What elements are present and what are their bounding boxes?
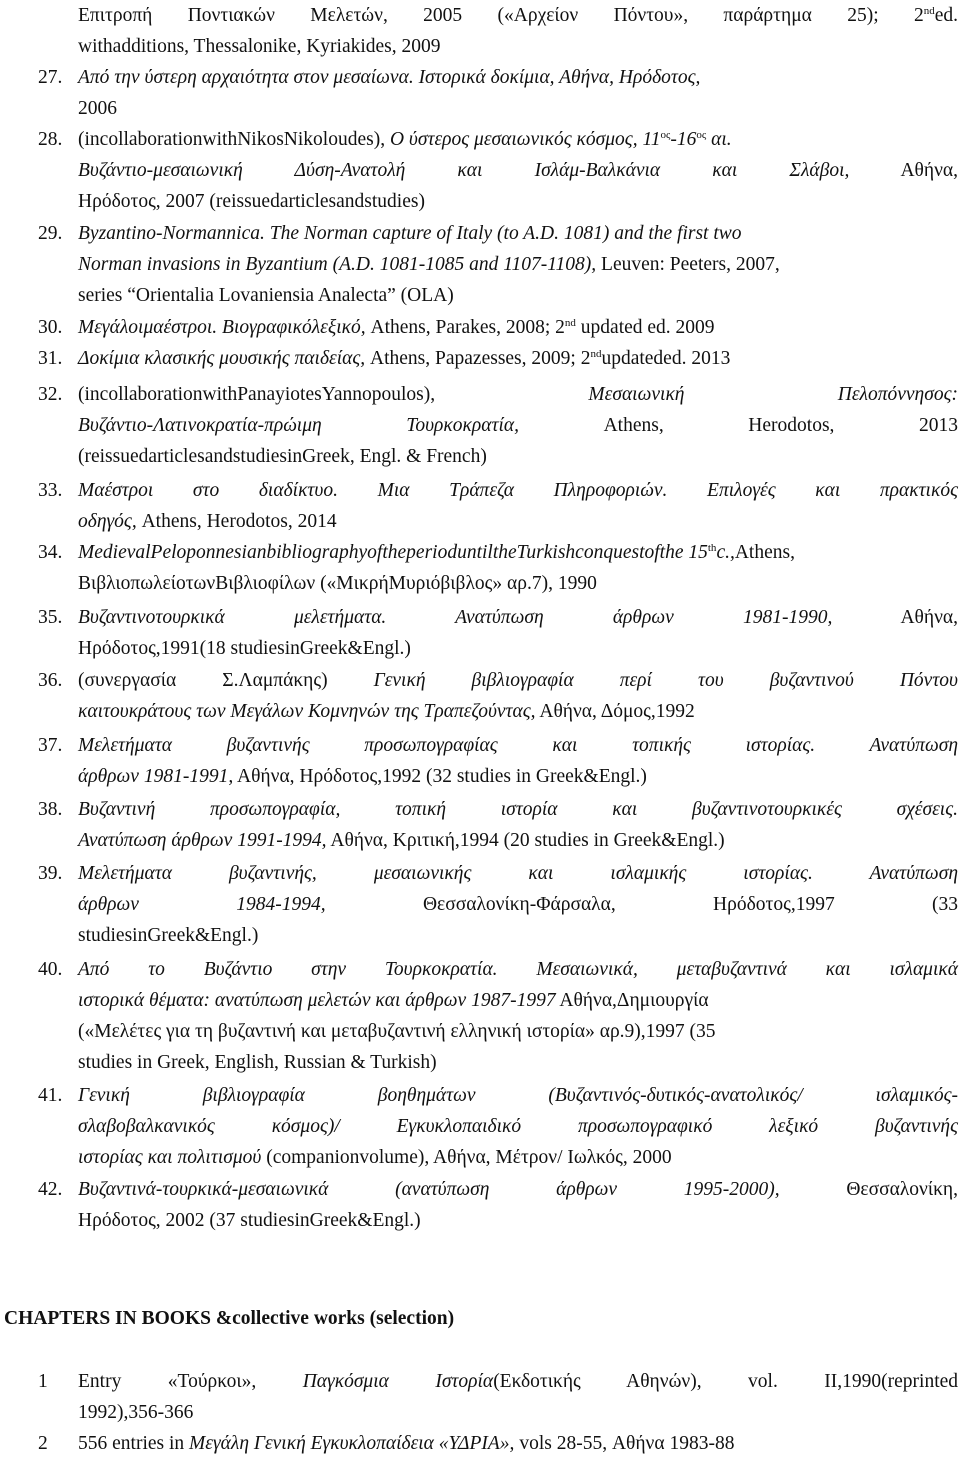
entry-number: 33. bbox=[38, 480, 63, 501]
entry-number: 31. bbox=[38, 348, 63, 369]
chapter-entry-1: 1 Entry «Τούρκοι», Παγκόσμια Ιστορία(Εκδοτικής Αθηνών), vol. II,1990(reprinted 1992),356-366 bbox=[38, 1366, 958, 1428]
bibliography-entry-38: 38. Βυζαντινή προσωπογραφία, τοπική ιστορία και βυζαντινοτουρκικές σχέσεις. Ανατύπωση άρθρων 1991-1994, Αθήνα, Κριτική,1994 (20 studies in Greek&Engl.) bbox=[38, 794, 958, 856]
entry-number: 29. bbox=[38, 223, 63, 244]
entry-number: 36. bbox=[38, 670, 63, 691]
bibliography-entry-30: 30. Μεγάλοιμαέστροι. Βιογραφικόλεξικό, Athens, Parakes, 2008; 2nd updated ed. 2009 bbox=[38, 312, 958, 343]
entry-number: 32. bbox=[38, 384, 63, 405]
entry-number: 1 bbox=[38, 1371, 48, 1392]
section-heading: CHAPTERS IN BOOKS &collective works (selection) bbox=[4, 1308, 455, 1329]
bibliography-entry-41: 41. Γενική βιβλιογραφία βοηθημάτων (Βυζαντινός-δυτικός-ανατολικός/ ισλαμικός- σλαβοβαλκανικός κόσμος)/ Εγκυκλοπαιδικό προσωπογραφικό λεξικό βυζαντινής ιστορίας και πολιτισμού (companionvolume), Αθήνα, Μέτρον/ Ιωλκός, 2000 bbox=[38, 1080, 958, 1173]
bibliography-entry-35: 35. Βυζαντινοτουρκικά μελετήματα. Ανατύπωση άρθρων 1981-1990, Αθήνα, Ηρόδοτος,1991(18 studiesinGreek&Engl.) bbox=[38, 602, 958, 664]
entry-number: 30. bbox=[38, 317, 63, 338]
bibliography-entry-32: 32. (incollaborationwithPanayiotesYannopoulos), Μεσαιωνική Πελοπόννησος: Βυζάντιο-Λατινοκρατία-πρώιμη Τουρκοκρατία, Athens, Herodotos, 2013 (reissuedarticlesandstudiesinGreek, Engl. & French) bbox=[38, 379, 958, 472]
entry-number: 41. bbox=[38, 1085, 63, 1106]
bibliography-entry-33: 33. Μαέστροι στο διαδίκτυο. Μια Τράπεζα Πληροφοριών. Επιλογές και πρακτικός οδηγός, Athens, Herodotos, 2014 bbox=[38, 475, 958, 537]
bibliography-entry-31: 31. Δοκίμια κλασικής μουσικής παιδείας, Athens, Papazesses, 2009; 2ndupdateded. 2013 bbox=[38, 343, 958, 374]
entry-number: 37. bbox=[38, 735, 63, 756]
entry-number: 39. bbox=[38, 863, 63, 884]
entry-number: 27. bbox=[38, 67, 63, 88]
bibliography-entry-36: 36. (συνεργασία Σ.Λαμπάκης) Γενική βιβλιογραφία περί του βυζαντινού Πόντου καιτουκράτους των Μεγάλων Κομνηνών της Τραπεζούντας, Αθήνα, Δόμος,1992 bbox=[38, 665, 958, 727]
bibliography-entry-39: 39. Μελετήματα βυζαντινής, μεσαιωνικής και ισλαμικής ιστορίας. Ανατύπωση άρθρων 1984-1994, Θεσσαλονίκη-Φάρσαλα, Ηρόδοτος,1997 (33 studiesinGreek&Engl.) bbox=[38, 858, 958, 951]
entry-number: 38. bbox=[38, 799, 63, 820]
entry-number: 35. bbox=[38, 607, 63, 628]
bibliography-entry-27: 27. Από την ύστερη αρχαιότητα στον μεσαίωνα. Ιστορικά δοκίμια, Αθήνα, Ηρόδοτος, 2006 bbox=[38, 62, 958, 124]
bibliography-entry-29: 29. Byzantino-Normannica. The Norman capture of Italy (to A.D. 1081) and the first two Norman invasions in Byzantium (A.D. 1081-1085 and 1107-1108), Leuven: Peeters, 2007, series “Orientalia Lovaniensia Analecta” (OLA) bbox=[38, 218, 958, 311]
entry-number: 42. bbox=[38, 1179, 63, 1200]
entry-number: 2 bbox=[38, 1433, 48, 1454]
entry-line: withadditions, Thessalonike, Kyriakides, 2009 bbox=[78, 36, 441, 57]
bibliography-entry-42: 42. Βυζαντινά-τουρκικά-μεσαιωνικά (ανατύπωση άρθρων 1995-2000), Θεσσαλονίκη, Ηρόδοτος, 2002 (37 studiesinGreek&Engl.) bbox=[38, 1174, 958, 1236]
bibliography-entry-continued bbox=[38, 0, 958, 62]
bibliography-entry-28: 28. (incollaborationwithNikosNikoloudes), Ο ύστερος μεσαιωνικός κόσμος, $11^{o\varsigma}-16^{o\varsigma}$ αι. Βυζάντιο-μεσαιωνική Δύση-Ανατολή και Ισλάμ-Βαλκάνια και Σλάβοι, Αθήνα, Ηρόδοτος, 2007 (reissuedarticlesandstudies) bbox=[38, 124, 958, 217]
entry-number: 28. bbox=[38, 129, 63, 150]
bibliography-entry-40: 40. Από το Βυζάντιο στην Τουρκοκρατία. Μεσαιωνικά, μεταβυζαντινά και ισλαμικά ιστορικά θέματα: ανατύπωση μελετών και άρθρων 1987-1997 Αθήνα,Δημιουργία («Μελέτες για τη βυζαντινή και μεταβυζαντινή ελληνική ιστορία» αρ.9),1997 (35 studies in Greek, English, Russian & Turkish) bbox=[38, 954, 958, 1078]
bibliography-entry-34: 34. MedievalPeloponnesianbibliographyoftheperioduntiltheTurkishconquestofthe 15thc.,Athens, ΒιβλιοπωλείοτωνΒιβλιοφίλων («ΜικρήΜυριόβιβλος» αρ.7), 1990 bbox=[38, 537, 958, 599]
entry-line: Επιτροπή Ποντιακών Μελετών, 2005 («Αρχείον Πόντου», παράρτημα 25); 2nded. bbox=[78, 5, 958, 26]
entry-number: 34. bbox=[38, 542, 63, 563]
bibliography-entry-37: 37. Μελετήματα βυζαντινής προσωπογραφίας και τοπικής ιστορίας. Ανατύπωση άρθρων 1981-1991, Αθήνα, Ηρόδοτος,1992 (32 studies in Greek&Engl.) bbox=[38, 730, 958, 792]
entry-number: 40. bbox=[38, 959, 63, 980]
chapter-entry-2: 2 556 entries in Μεγάλη Γενική Εγκυκλοπαίδεια «ΥΔΡΙΑ», vols 28-55, Αθήνα 1983-88 bbox=[38, 1428, 958, 1459]
